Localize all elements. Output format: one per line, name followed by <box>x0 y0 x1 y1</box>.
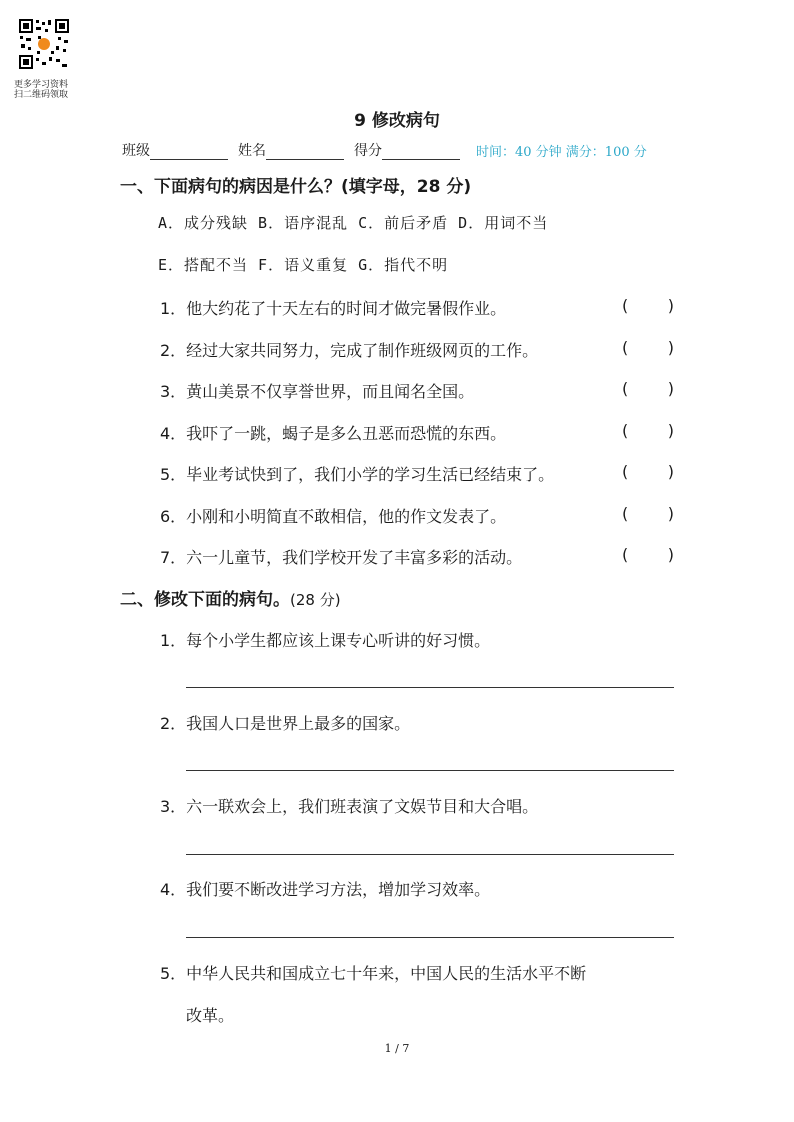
s1-item-6: 6．小刚和小明简直不敢相信，他的作文发表了。 <box>160 507 507 526</box>
paren-close: ) <box>667 338 674 357</box>
s1-item-3: 3．黄山美景不仅享誉世界，而且闻名全国。 <box>160 382 475 401</box>
paren-close: ) <box>667 296 674 315</box>
paren-open: ( <box>622 379 629 398</box>
section1-points: 28 分) <box>416 177 472 197</box>
paren-open: ( <box>622 545 629 564</box>
paren-open: ( <box>622 296 629 315</box>
answer-line-1[interactable] <box>186 687 674 688</box>
answer-box-5[interactable] <box>622 462 674 481</box>
page-title: 9 修改病句 <box>354 111 440 131</box>
class-blank[interactable] <box>150 145 228 160</box>
paren-open: ( <box>622 421 629 440</box>
s2-item-5: 5．中华人民共和国成立七十年来，中国人民的生活水平不断 <box>160 964 587 983</box>
score-label: 得分 <box>354 143 382 159</box>
section2-heading <box>120 585 341 610</box>
answer-box-7[interactable] <box>622 545 674 564</box>
s2-item-3: 3．六一联欢会上，我们班表演了文娱节目和大合唱。 <box>160 797 539 816</box>
s1-item-7: 7．六一儿童节，我们学校开发了丰富多彩的活动。 <box>160 548 523 567</box>
paren-close: ) <box>667 421 674 440</box>
section1-title: 一、下面病句的病因是什么？(填字母， <box>120 177 417 197</box>
answer-box-2[interactable] <box>622 338 674 357</box>
section1-heading <box>120 172 471 197</box>
answer-box-4[interactable] <box>622 421 674 440</box>
paren-close: ) <box>667 545 674 564</box>
s2-item-4: 4．我们要不断改进学习方法，增加学习效率。 <box>160 880 491 899</box>
qr-code-image <box>18 18 70 70</box>
class-label: 班级 <box>122 143 150 159</box>
s1-item-1: 1．他大约花了十天左右的时间才做完暑假作业。 <box>160 299 507 318</box>
options-line-2: E．搭配不当 F．语义重复 G．指代不明 <box>158 256 449 274</box>
s2-item-5-continuation: 改革。 <box>186 1006 235 1025</box>
qr-caption-line1: 更多学习资料 <box>14 80 69 90</box>
qr-caption-line2: 扫二维码领取 <box>14 90 69 100</box>
paren-open: ( <box>622 462 629 481</box>
paren-close: ) <box>667 504 674 523</box>
paren-open: ( <box>622 338 629 357</box>
options-line-1: A．成分残缺 B．语序混乱 C．前后矛盾 D．用词不当 <box>158 214 549 232</box>
score-blank[interactable] <box>382 145 460 160</box>
paren-open: ( <box>622 504 629 523</box>
paren-close: ) <box>667 462 674 481</box>
qr-caption <box>14 80 84 100</box>
s1-item-5: 5．毕业考试快到了，我们小学的学习生活已经结束了。 <box>160 465 555 484</box>
s1-item-4: 4．我吓了一跳，蝎子是多么丑恶而恐慌的东西。 <box>160 424 507 443</box>
s2-item-1: 1．每个小学生都应该上课专心听讲的好习惯。 <box>160 631 491 650</box>
answer-box-3[interactable] <box>622 379 674 398</box>
answer-line-2[interactable] <box>186 770 674 771</box>
answer-line-4[interactable] <box>186 937 674 938</box>
name-blank[interactable] <box>266 145 344 160</box>
answer-box-6[interactable] <box>622 504 674 523</box>
paren-close: ) <box>667 379 674 398</box>
answer-line-3[interactable] <box>186 854 674 855</box>
section2-title: 二、修改下面的病句。 <box>120 590 290 610</box>
s2-item-2: 2．我国人口是世界上最多的国家。 <box>160 714 411 733</box>
student-info-line <box>122 140 647 160</box>
answer-box-1[interactable] <box>622 296 674 315</box>
page-number: 1 / 7 <box>384 1042 410 1055</box>
section2-points: (28 分) <box>290 591 341 609</box>
time-info: 时间：40 分钟 满分：100 分 <box>476 145 647 160</box>
name-label: 姓名 <box>238 143 266 159</box>
s1-item-2: 2．经过大家共同努力，完成了制作班级网页的工作。 <box>160 341 539 360</box>
